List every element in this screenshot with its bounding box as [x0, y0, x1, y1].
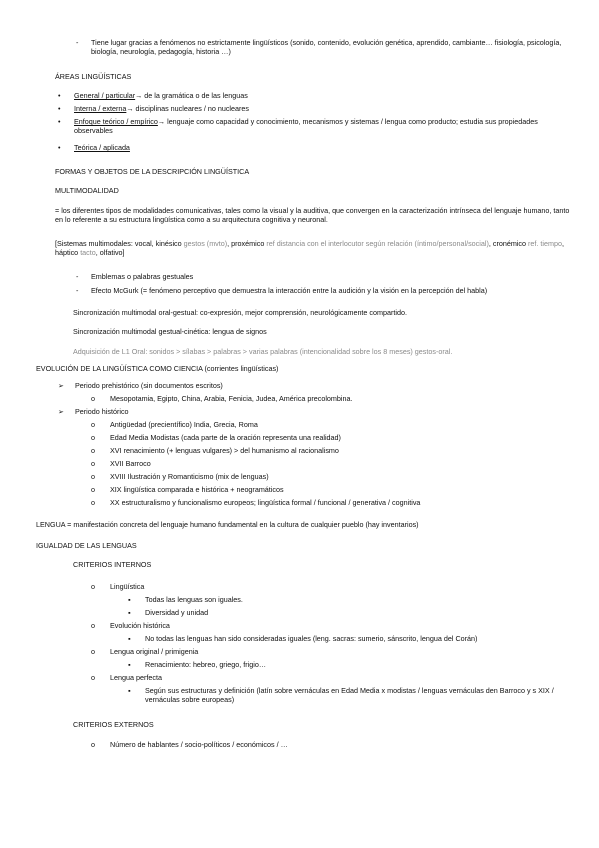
circle-bullet-icon: o	[91, 472, 95, 481]
adquisicion-l1: Adquisición de L1 Oral: sonidos > sílabas > palabras > varias palabras (intencionalidad sobre los 8 meses) gestos-oral.	[73, 347, 453, 356]
historic-item: XVII Barroco	[110, 459, 151, 468]
chevron-bullet-icon: ➢	[58, 407, 65, 416]
formas-heading: FORMAS Y OBJETOS DE LA DESCRIPCIÓN LINGÜÍSTICA	[55, 167, 250, 176]
periodo-prehistorico: Periodo prehistórico (sin documentos escritos)	[75, 381, 223, 390]
criterio-sub: Según sus estructuras y definición (latín sobre vernáculas en Edad Media x modistas / lenguas vernáculas den Barroco y s XIX / vernáculas sobre europeas)	[145, 686, 554, 705]
periodo-historico: Periodo histórico	[75, 407, 129, 416]
area-item-enfoque: Enfoque teórico / empírico→ lenguaje como capacidad y conocimiento, mecanismos y sistemas / lengua como producto; estudia sus propiedades observables	[74, 117, 538, 136]
historic-item: XX estructuralismo y funcionalismo europeos; lingüística formal / funcional / generativa / cognitiva	[110, 498, 421, 507]
historic-item: XVIII Ilustración y Romanticismo (mix de lenguas)	[110, 472, 269, 481]
circle-bullet-icon: o	[91, 394, 95, 403]
circle-bullet-icon: o	[91, 647, 95, 656]
evolucion-heading: EVOLUCIÓN DE LA LINGÜÍSTICA COMO CIENCIA (corrientes lingüísticas)	[36, 364, 279, 373]
prehistoric-item: Mesopotamia, Egipto, China, Arabia, Fenicia, Judea, América precolombina.	[110, 394, 353, 403]
criterio-externo: Número de hablantes / socio-políticos / económicos / …	[110, 740, 288, 749]
criterio-perfecta: Lengua perfecta	[110, 673, 162, 682]
area-item-teorica: Teórica / aplicada	[74, 143, 130, 152]
criterio-original: Lengua original / primigenia	[110, 647, 199, 656]
circle-bullet-icon: o	[91, 433, 95, 442]
criterios-externos-heading: CRITERIOS EXTERNOS	[73, 720, 154, 729]
circle-bullet-icon: o	[91, 673, 95, 682]
dash-item-emblemas: Emblemas o palabras gestuales	[91, 272, 194, 281]
circle-bullet-icon: o	[91, 485, 95, 494]
criterio-evolucion: Evolución histórica	[110, 621, 170, 630]
circle-bullet-icon: o	[91, 621, 95, 630]
square-bullet-icon: ▪	[128, 595, 131, 604]
square-bullet-icon: ▪	[128, 634, 131, 643]
circle-bullet-icon: o	[91, 420, 95, 429]
square-bullet-icon: ▪	[128, 660, 131, 669]
area-item-interna: Interna / externa→ disciplinas nucleares / no nucleares	[74, 104, 249, 113]
circle-bullet-icon: o	[91, 582, 95, 591]
arrow-icon: →	[135, 91, 143, 100]
igualdad-heading: IGUALDAD DE LAS LENGUAS	[36, 541, 137, 550]
arrow-icon: →	[157, 117, 166, 126]
criterio-sub: Renacimiento: hebreo, griego, frigio…	[145, 660, 267, 669]
criterio-linguistica: Lingüística	[110, 582, 145, 591]
criterio-sub: Todas las lenguas son iguales.	[145, 595, 243, 604]
historic-item: XIX lingüística comparada e histórica + neogramáticos	[110, 485, 284, 494]
multimodalidad-heading: MULTIMODALIDAD	[55, 186, 119, 195]
dash-item-mcgurk: Efecto McGurk (= fenómeno perceptivo que demuestra la interacción entre la audición y la visión en la percepción del habla)	[91, 286, 488, 295]
areas-heading: ÁREAS LINGÜÍSTICAS	[55, 72, 132, 81]
top-note-text: Tiene lugar gracias a fenómenos no estrictamente lingüísticos (sonido, contenido, evolución genética, aprendido, cambiante… fisiología, psicología, biología, neurología, pedagogía, historia …)	[91, 38, 562, 57]
sync-oral-gestual: Sincronización multimodal oral-gestual: co-expresión, mejor comprensión, neurológicamente compartido.	[73, 308, 407, 317]
dash-marker: -	[76, 38, 79, 47]
bullet-icon: •	[58, 91, 61, 100]
area-item-general: General / particular→ de la gramática o de las lenguas	[74, 91, 248, 100]
bullet-icon: •	[58, 104, 61, 113]
arrow-icon: →	[126, 104, 134, 113]
criterios-internos-heading: CRITERIOS INTERNOS	[73, 560, 152, 569]
historic-item: Antigüedad (precientífico) India, Grecia, Roma	[110, 420, 258, 429]
historic-item: XVI renacimiento (+ lenguas vulgares) > del humanismo al racionalismo	[110, 446, 339, 455]
lengua-definition: LENGUA = manifestación concreta del lenguaje humano fundamental en la cultura de cualquier pueblo (hay inventarios)	[36, 520, 419, 529]
square-bullet-icon: ▪	[128, 608, 131, 617]
square-bullet-icon: ▪	[128, 686, 131, 695]
criterio-sub: No todas las lenguas han sido consideradas iguales (leng. sacras: sumerio, sánscrito, lengua del Corán)	[145, 634, 478, 643]
sync-gestual-cinetica: Sincronización multimodal gestual-cinética: lengua de signos	[73, 327, 267, 336]
circle-bullet-icon: o	[91, 498, 95, 507]
circle-bullet-icon: o	[91, 459, 95, 468]
dash-marker: -	[76, 286, 79, 295]
historic-item: Edad Media Modistas (cada parte de la oración representa una realidad)	[110, 433, 341, 442]
criterio-sub: Diversidad y unidad	[145, 608, 209, 617]
sistemas-multimodales: [Sistemas multimodales: vocal, kinésico gestos (mvto), proxémico ref distancia con el interlocutor según relación (íntimo/personal/social), cronémico ref. tiempo, háptico tacto, olfativo]	[55, 239, 564, 258]
circle-bullet-icon: o	[91, 740, 95, 749]
dash-marker: -	[76, 272, 79, 281]
bullet-icon: •	[58, 117, 61, 126]
chevron-bullet-icon: ➢	[58, 381, 65, 390]
bullet-icon: •	[58, 143, 61, 152]
multimodalidad-definition: = los diferentes tipos de modalidades comunicativas, tales como la visual y la auditiva, que convergen en la caracterización intrínseca del lenguaje humano, tanto en lo referente a su estructura lingüística como a su arquitectura cognitiva y neuronal.	[55, 206, 570, 225]
circle-bullet-icon: o	[91, 446, 95, 455]
